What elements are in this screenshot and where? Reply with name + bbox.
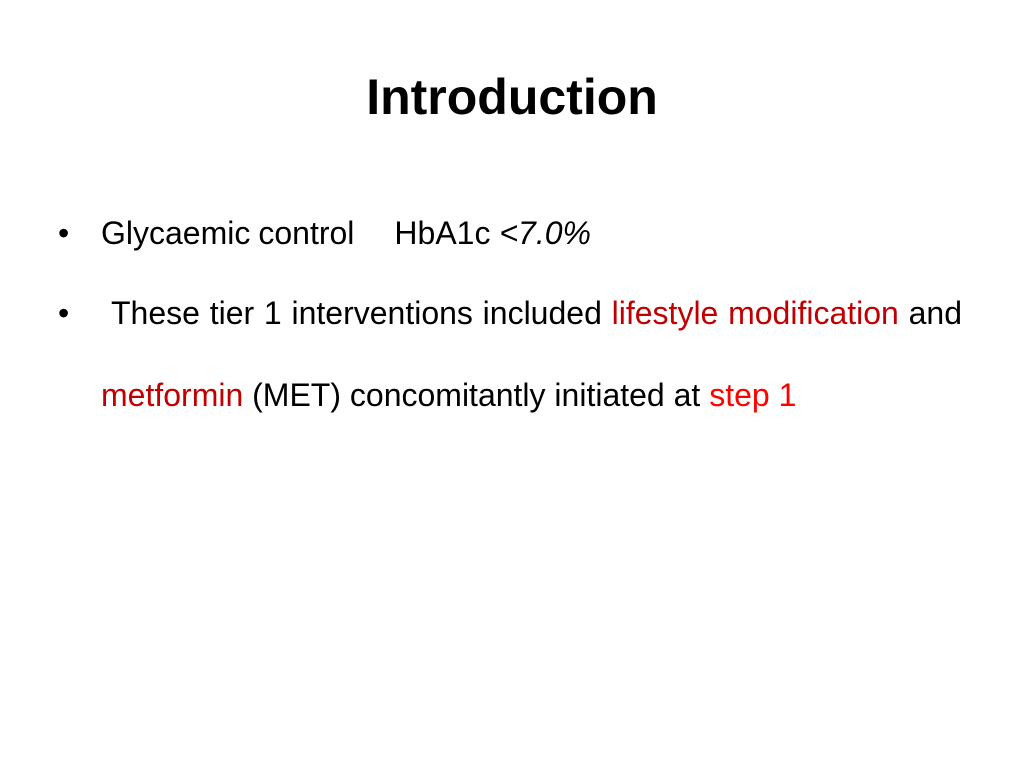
bullet2-lifestyle-modification: lifestyle modification — [611, 295, 899, 331]
bullet-icon: • — [58, 295, 70, 331]
bullet1-control: control — [258, 215, 355, 251]
bullet2-metformin: metformin — [101, 377, 244, 413]
bullet2-step-1: step 1 — [709, 377, 797, 413]
bullet-item-glycaemic-control — [58, 200, 962, 266]
slide-title: Introduction — [366, 69, 658, 125]
bullet1-hba1c: HbA1c — [394, 215, 491, 251]
bullet2-text-and: and — [908, 295, 963, 331]
bullet2-text-c: (MET) concomitantly initiated at — [252, 377, 701, 413]
bullet-list — [58, 200, 962, 436]
bullet1-target-value: <7.0% — [499, 215, 591, 251]
bullet-icon: • — [58, 215, 70, 251]
bullet1-glycaemic: Glycaemic — [101, 215, 251, 251]
bullet2-text-a: These tier 1 interventions included — [111, 295, 602, 331]
bullet-item-tier1-interventions — [58, 272, 962, 436]
